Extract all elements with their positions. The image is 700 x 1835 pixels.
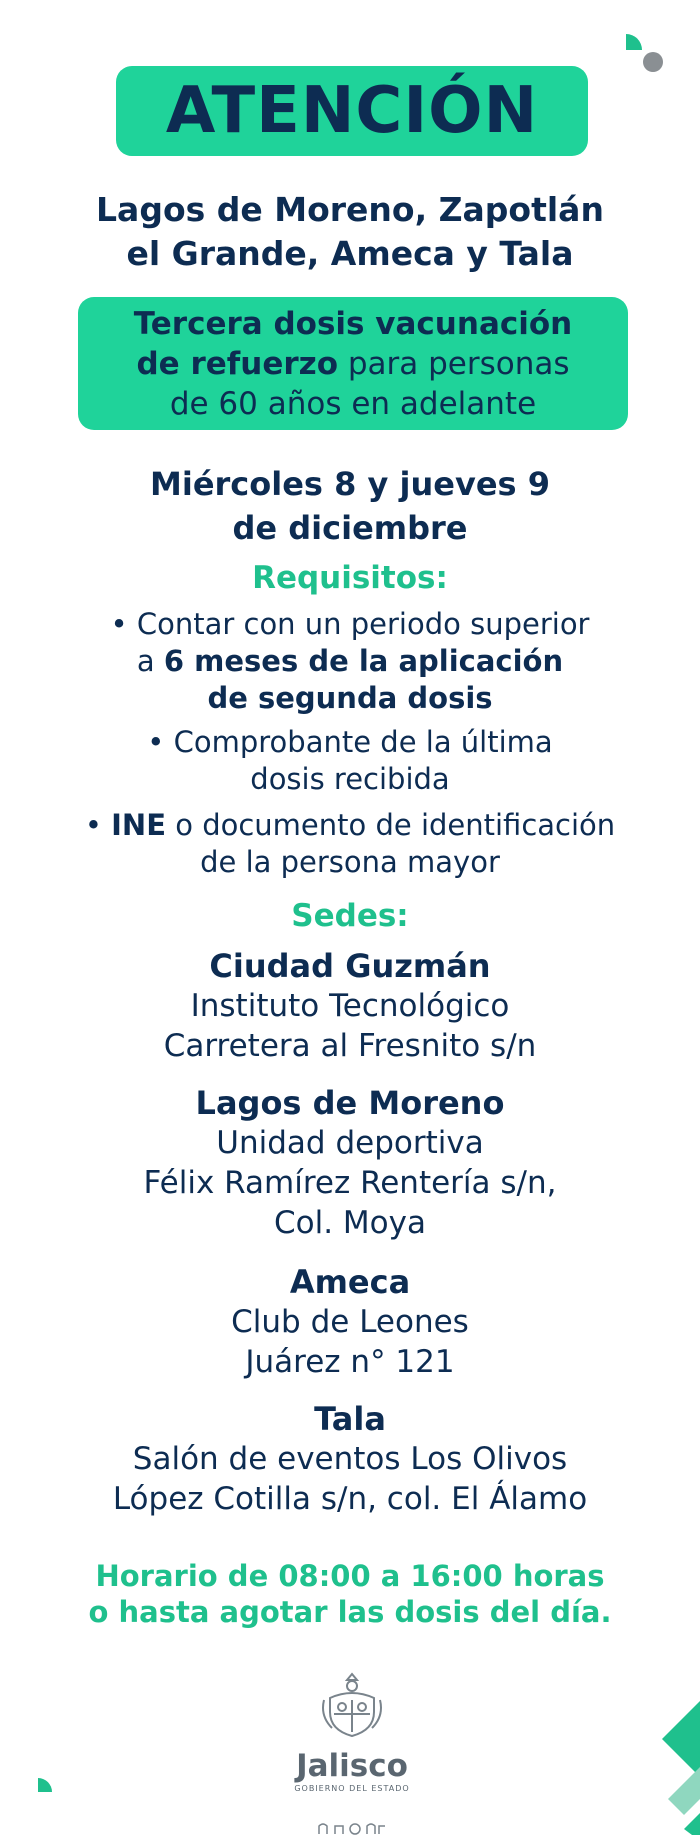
sede-line: Club de Leones [231, 1304, 469, 1340]
bottom-emblem-icon [315, 1822, 387, 1835]
sedes-heading: Sedes: [291, 898, 409, 934]
sede-tala [0, 1399, 700, 1519]
requisito-2-line-1: • Comprobante de la última [147, 725, 553, 759]
sede-ciudad-guzman [0, 946, 700, 1066]
atencion-banner [116, 66, 588, 156]
requisito-3-line-1 [0, 807, 700, 844]
requisitos-heading: Requisitos: [252, 560, 448, 596]
requisito-1-line-3: de segunda dosis [207, 681, 493, 715]
municipios-line-2: el Grande, Ameca y Tala [126, 234, 574, 273]
requisito-1-line-2-pre: a [136, 644, 164, 678]
horario [0, 1558, 700, 1630]
horario-line-1: Horario de 08:00 a 16:00 horas [95, 1559, 605, 1593]
sede-name: Tala [314, 1400, 386, 1438]
dosis-line-2-rest: para personas [338, 345, 570, 382]
fechas-line-2: de diciembre [232, 509, 468, 547]
coat-of-arms-icon [320, 1670, 384, 1740]
sede-line: Carretera al Fresnito s/n [163, 1028, 537, 1064]
requisito-item-2 [0, 724, 700, 798]
jalisco-logo [290, 1670, 414, 1800]
requisito-3-line-2: de la persona mayor [200, 845, 500, 879]
fechas [0, 462, 700, 550]
sede-line: Instituto Tecnológico [190, 988, 510, 1024]
requisito-1-line-1: • Contar con un periodo superior [110, 607, 590, 641]
sede-ameca [0, 1262, 700, 1382]
sede-line: López Cotilla s/n, col. El Álamo [112, 1481, 588, 1517]
logo-text: Jalisco [296, 1748, 408, 1784]
sede-name: Lagos de Moreno [195, 1084, 505, 1122]
requisito-2-line-2: dosis recibida [250, 762, 450, 796]
sede-lagos-de-moreno [0, 1083, 700, 1243]
dosis-line-2 [78, 344, 628, 384]
dosis-line-1: Tercera dosis vacunación [133, 305, 573, 342]
requisito-3-line-1-rest: o documento de identificación [166, 808, 616, 842]
requisito-3-ine: INE [111, 808, 167, 842]
requisito-1-line-2 [0, 643, 700, 680]
corner-left-decoration [36, 1774, 56, 1794]
dosis-line-3: de 60 años en adelante [169, 385, 537, 422]
municipios-line-1: Lagos de Moreno, Zapotlán [96, 190, 604, 229]
requisito-item-1 [0, 606, 700, 717]
sede-line: Unidad deportiva [216, 1125, 484, 1161]
municipios-heading [0, 188, 700, 276]
horario-line-2: o hasta agotar las dosis del día. [88, 1595, 612, 1629]
sede-name: Ameca [289, 1263, 411, 1301]
atencion-title: ATENCIÓN [165, 74, 539, 148]
fechas-line-1: Miércoles 8 y jueves 9 [150, 465, 550, 503]
sede-name: Ciudad Guzmán [209, 947, 491, 985]
sede-line: Salón de eventos Los Olivos [132, 1441, 568, 1477]
sede-line: Félix Ramírez Rentería s/n, [143, 1165, 557, 1201]
requisito-3-bullet: • [84, 808, 112, 842]
corner-right-decoration [648, 1695, 700, 1835]
corner-dots-decoration [622, 32, 667, 77]
logo-subtext: GOBIERNO DEL ESTADO [294, 1784, 410, 1793]
dosis-line-2-bold: de refuerzo [136, 345, 338, 382]
sede-line: Juárez n° 121 [245, 1344, 455, 1380]
sede-line: Col. Moya [274, 1205, 426, 1241]
requisito-item-3 [0, 807, 700, 881]
dosis-banner [78, 297, 628, 430]
requisito-1-line-2-bold: 6 meses de la aplicación [163, 644, 564, 678]
